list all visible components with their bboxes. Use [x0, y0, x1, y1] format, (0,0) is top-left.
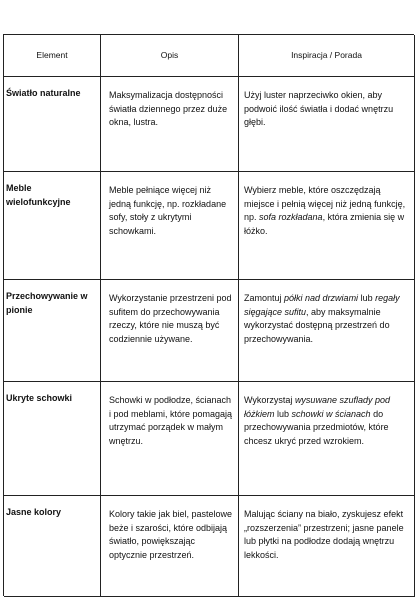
row-4-tip: [239, 382, 415, 496]
row-5-description: Kolory takie jak biel, pastelowe beże i szarości, które odbijają światło, powiększając optycznie przestrzeń.: [101, 496, 239, 597]
header-element: Element: [4, 35, 101, 77]
row-4-tip-text: Wykorzystaj: [244, 395, 295, 405]
row-3-description: Wykorzystanie przestrzeni pod sufitem do przechowywania rzeczy, które nie muszą być codziennie używane.: [101, 280, 239, 382]
header-tip: Inspiracja / Porada: [239, 35, 415, 77]
row-3-tip: [239, 280, 415, 382]
row-2-element: Meble wielofunkcyjne: [4, 172, 101, 280]
row-4-tip-emphasis: schowki w ścianach: [291, 408, 371, 419]
row-1-tip: Użyj luster naprzeciwko okien, aby podwoić ilość światła i dodać wnętrzu głębi.: [239, 77, 415, 172]
design-tips-table: [3, 34, 414, 596]
row-2-tip: [239, 172, 415, 280]
row-1-element: Światło naturalne: [4, 77, 101, 172]
row-5-tip: Malując ściany na biało, zyskujesz efekt „rozszerzenia” przestrzeni; jasne panele lub płytki na podłodze dodają wnętrzu lekkości.: [239, 496, 415, 597]
row-3-tip-text: lub: [358, 293, 376, 303]
row-2-tip-text: Wybierz meble, które oszczędzają miejsce i pełnią więcej niż jedną funkcję, np.: [244, 185, 406, 222]
row-3-element: Przechowywanie w pionie: [4, 280, 101, 382]
row-1-description: Maksymalizacja dostępności światła dziennego przez duże okna, lustra.: [101, 77, 239, 172]
row-4-tip-text: do przechowywania przedmiotów, które chcesz ukryć przed wzrokiem.: [244, 408, 389, 446]
row-2-tip-emphasis: sofa rozkładana: [259, 212, 323, 222]
row-3-tip-emphasis: regały sięgające sufitu: [244, 293, 400, 317]
row-2-tip-text: , która zmienia się w łóżko.: [244, 212, 405, 236]
row-5-element: Jasne kolory: [4, 496, 101, 597]
header-description: Opis: [101, 35, 239, 77]
row-4-element: Ukryte schowki: [4, 382, 101, 496]
row-4-description: Schowki w podłodze, ścianach i pod meblami, które pomagają utrzymać porządek w małym wnętrzu.: [101, 382, 239, 496]
row-3-tip-text: Zamontuj: [244, 293, 285, 303]
row-2-description: Meble pełniące więcej niż jedną funkcję, np. rozkładane sofy, stoły z ukrytymi schowkami.: [101, 172, 239, 280]
row-3-tip-emphasis: półki nad drzwiami: [284, 293, 359, 303]
row-4-tip-text: lub: [274, 408, 292, 419]
row-3-tip-text: , aby maksymalnie wykorzystać dostępną przestrzeń do przechowywania.: [244, 306, 390, 344]
row-4-tip-emphasis: wysuwane szuflady pod łóżkiem: [244, 395, 390, 419]
